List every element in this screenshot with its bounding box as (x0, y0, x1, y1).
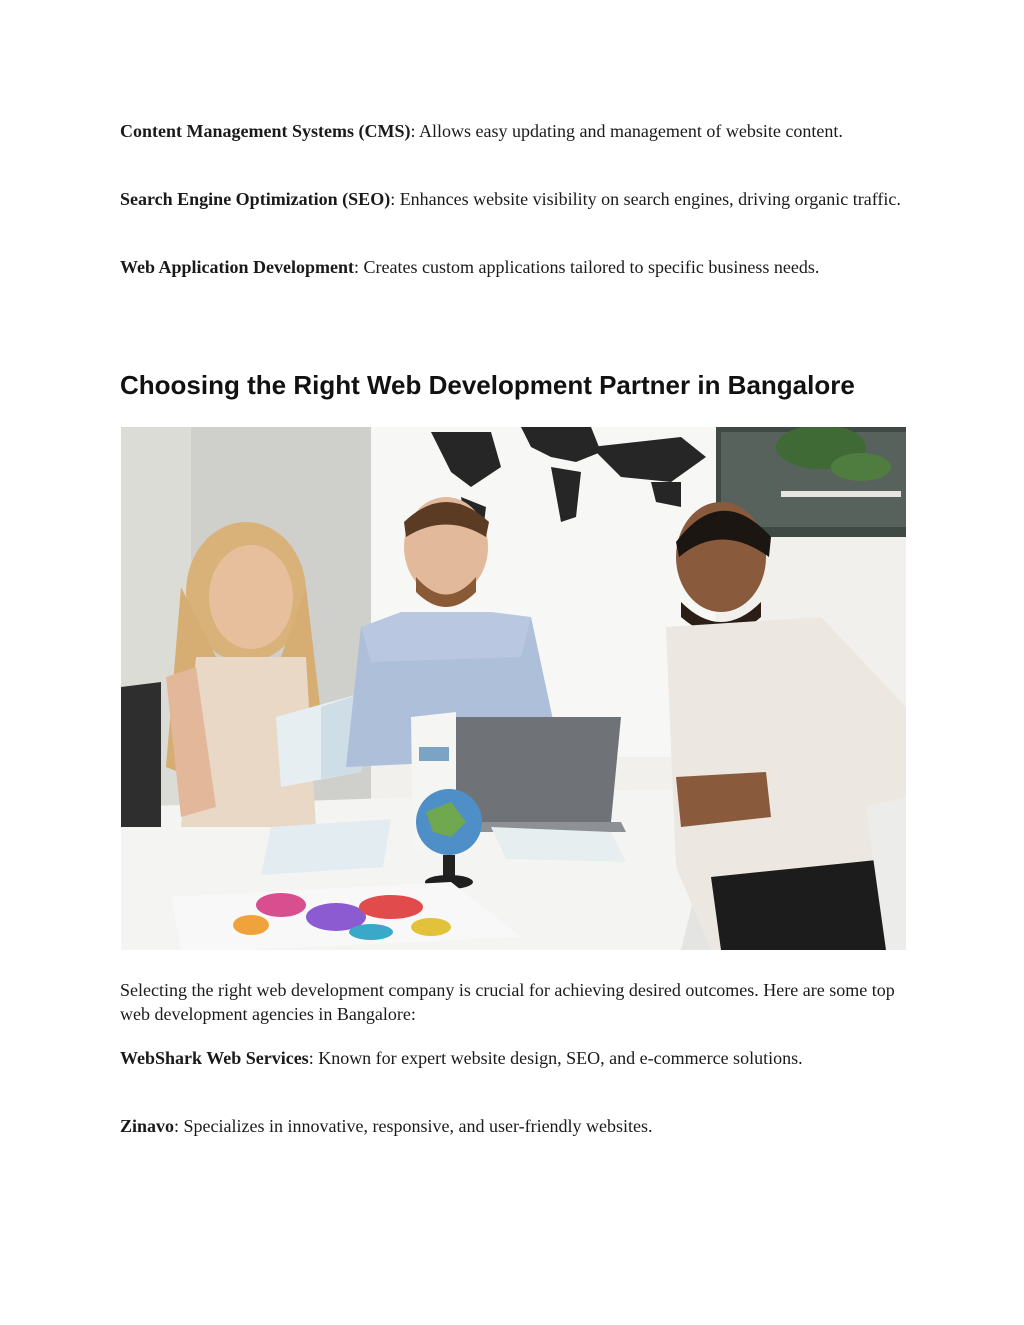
section-heading: Choosing the Right Web Development Partner in Bangalore (120, 370, 855, 400)
description-cms: : Allows easy updating and management of website content. (410, 121, 843, 141)
list-item-web-app (120, 255, 910, 279)
description-web-app: : Creates custom applications tailored to specific business needs. (354, 257, 820, 277)
list-item-cms (120, 119, 910, 143)
term-seo: Search Engine Optimization (SEO) (120, 189, 391, 209)
term-webshark: WebShark Web Services (120, 1048, 309, 1068)
term-web-app: Web Application Development (120, 257, 355, 277)
term-zinavo: Zinavo (120, 1116, 175, 1136)
description-webshark: : Known for expert website design, SEO, and e-commerce solutions. (308, 1048, 803, 1068)
term-cms: Content Management Systems (CMS) (120, 121, 411, 141)
list-item-zinavo (120, 1114, 910, 1138)
team-meeting-photo (121, 427, 906, 950)
list-item-seo (120, 187, 910, 211)
description-zinavo: : Specializes in innovative, responsive, and user-friendly websites. (174, 1116, 653, 1136)
list-item-webshark (120, 1046, 910, 1070)
description-seo: : Enhances website visibility on search engines, driving organic traffic. (390, 189, 901, 209)
intro-paragraph: Selecting the right web development company is crucial for achieving desired outcomes. Here are some top web development agencies in Bangalore: (120, 980, 895, 1024)
